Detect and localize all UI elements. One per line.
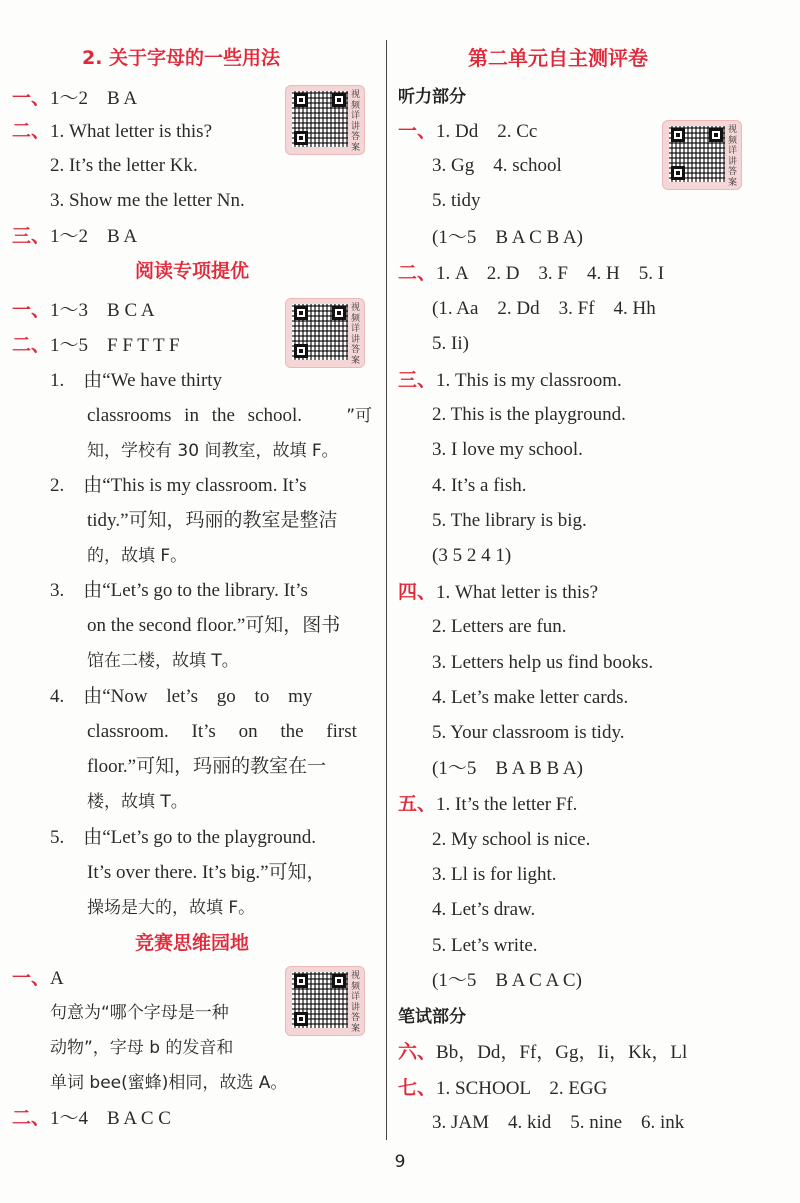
- answer-line: (1～5 B A C B A): [432, 227, 583, 248]
- explanation-line: 动物”，字母 b 的发音和: [50, 1038, 234, 1058]
- answer-line: 5. tidy: [432, 190, 481, 211]
- page-number: 9: [394, 1152, 406, 1172]
- answer-line: 3. Letters help us find books.: [432, 652, 654, 673]
- explanation-line: classrooms in the school. ”可: [87, 405, 372, 426]
- section-title-reading: 阅读专项提优: [135, 260, 250, 282]
- explanation-line: 知，学校有 30 间教室，故填 F。: [87, 441, 339, 461]
- explanation-line: 单词 bee(蜜蜂)相同，故选 A。: [50, 1073, 288, 1093]
- answer-line: 5. Ii): [432, 333, 469, 354]
- page-title-unit-test: 第二单元自主测评卷: [468, 46, 648, 70]
- section-number: 一、: [12, 87, 51, 109]
- column-divider: [386, 40, 387, 1140]
- explanation-line: 4. 由“Now let’s go to my: [50, 686, 313, 707]
- qr-code-icon[interactable]: [285, 966, 365, 1036]
- section-number: 一、: [12, 967, 51, 989]
- explanation-line: 句意为“哪个字母是一种: [50, 1003, 229, 1023]
- answer-line: (1～5 B A B B A): [432, 758, 583, 779]
- answer-line: 二、1. A 2. D 3. F 4. H 5. I: [398, 262, 665, 284]
- answer-line: 4. Let’s make letter cards.: [432, 687, 629, 708]
- subsection-listening: 听力部分: [398, 87, 466, 107]
- answer-line: 2. This is the playground.: [432, 404, 626, 425]
- qr-label: 视频详讲答案: [351, 303, 361, 366]
- answer-line: 5. Let’s write.: [432, 935, 538, 956]
- answer-line: 一、1. Dd 2. Cc: [398, 120, 538, 142]
- section-number: 二、: [398, 262, 437, 284]
- answer-line: 四、1. What letter is this?: [398, 581, 598, 603]
- explanation-line: 5. 由“Let’s go to the playground.: [50, 827, 316, 848]
- qr-label: 视频详讲答案: [728, 125, 738, 188]
- answer-line: 一、1～2 B A: [12, 87, 138, 109]
- explanation-line: 的，故填 F。: [87, 546, 188, 566]
- answer-line: 2. It’s the letter Kk.: [50, 155, 198, 176]
- answer-line: 3. Ll is for light.: [432, 864, 557, 885]
- qr-code-icon[interactable]: [285, 85, 365, 155]
- answer-line: 4. It’s a fish.: [432, 475, 527, 496]
- answer-line: (1～5 B A C A C): [432, 970, 582, 991]
- qr-label: 视频详讲答案: [351, 90, 361, 153]
- section-number: 七、: [398, 1077, 437, 1099]
- answer-line: (1. Aa 2. Dd 3. Ff 4. Hh: [432, 298, 656, 319]
- answer-line: 五、1. It’s the letter Ff.: [398, 793, 578, 815]
- section-number: 四、: [398, 581, 437, 603]
- section-number: 一、: [398, 120, 437, 142]
- qr-label: 视频详讲答案: [351, 971, 361, 1034]
- explanation-line: It’s over there. It’s big.”可知，: [87, 862, 326, 883]
- explanation-line: classroom. It’s on the first: [87, 721, 357, 742]
- explanation-line: 馆在二楼，故填 T。: [87, 651, 239, 671]
- answer-line: 5. Your classroom is tidy.: [432, 722, 625, 743]
- answer-line: 4. Let’s draw.: [432, 899, 536, 920]
- answer-line: 3. JAM 4. kid 5. nine 6. ink: [432, 1112, 685, 1133]
- explanation-line: 1. 由“We have thirty: [50, 370, 223, 391]
- section-title-letter-usage: 2. 关于字母的一些用法: [82, 47, 281, 69]
- answer-line: 3. I love my school.: [432, 439, 583, 460]
- section-number: 六、: [398, 1041, 437, 1063]
- qr-code-icon[interactable]: [662, 120, 742, 190]
- section-number: 五、: [398, 793, 437, 815]
- section-number: 二、: [12, 334, 51, 356]
- answer-line: 二、1～5 F F T T F: [12, 334, 180, 356]
- answer-line: 三、1. This is my classroom.: [398, 369, 622, 391]
- subsection-written: 笔试部分: [398, 1007, 466, 1027]
- explanation-line: floor.”可知，玛丽的教室在一: [87, 756, 327, 777]
- answer-line: 一、A: [12, 967, 64, 989]
- explanation-line: on the second floor.”可知，图书: [87, 615, 341, 636]
- answer-line: 3. Show me the letter Nn.: [50, 190, 245, 211]
- explanation-line: tidy.”可知，玛丽的教室是整洁: [87, 510, 338, 531]
- answer-line: 六、Bb，Dd，Ff，Gg，Ii，Kk，Ll: [398, 1041, 688, 1063]
- answer-line: 七、1. SCHOOL 2. EGG: [398, 1077, 608, 1099]
- section-number: 三、: [398, 369, 437, 391]
- section-number: 一、: [12, 299, 51, 321]
- explanation-line: 楼，故填 T。: [87, 792, 188, 812]
- answer-line: 三、1～2 B A: [12, 225, 138, 247]
- answer-line: 一、1～3 B C A: [12, 299, 155, 321]
- answer-line: 2. My school is nice.: [432, 829, 591, 850]
- answer-line: 二、1～4 B A C C: [12, 1107, 171, 1129]
- answer-line: 二、1. What letter is this?: [12, 120, 212, 142]
- answer-line: 3. Gg 4. school: [432, 155, 562, 176]
- qr-code-icon[interactable]: [285, 298, 365, 368]
- explanation-line: 操场是大的，故填 F。: [87, 898, 256, 918]
- section-number: 二、: [12, 1107, 51, 1129]
- explanation-line: 3. 由“Let’s go to the library. It’s: [50, 580, 308, 601]
- answer-line: 5. The library is big.: [432, 510, 587, 531]
- explanation-line: 2. 由“This is my classroom. It’s: [50, 475, 307, 496]
- section-number: 二、: [12, 120, 51, 142]
- answer-line: 2. Letters are fun.: [432, 616, 567, 637]
- section-title-competition: 竞赛思维园地: [135, 932, 250, 954]
- answer-line: (3 5 2 4 1): [432, 545, 512, 566]
- section-number: 三、: [12, 225, 51, 247]
